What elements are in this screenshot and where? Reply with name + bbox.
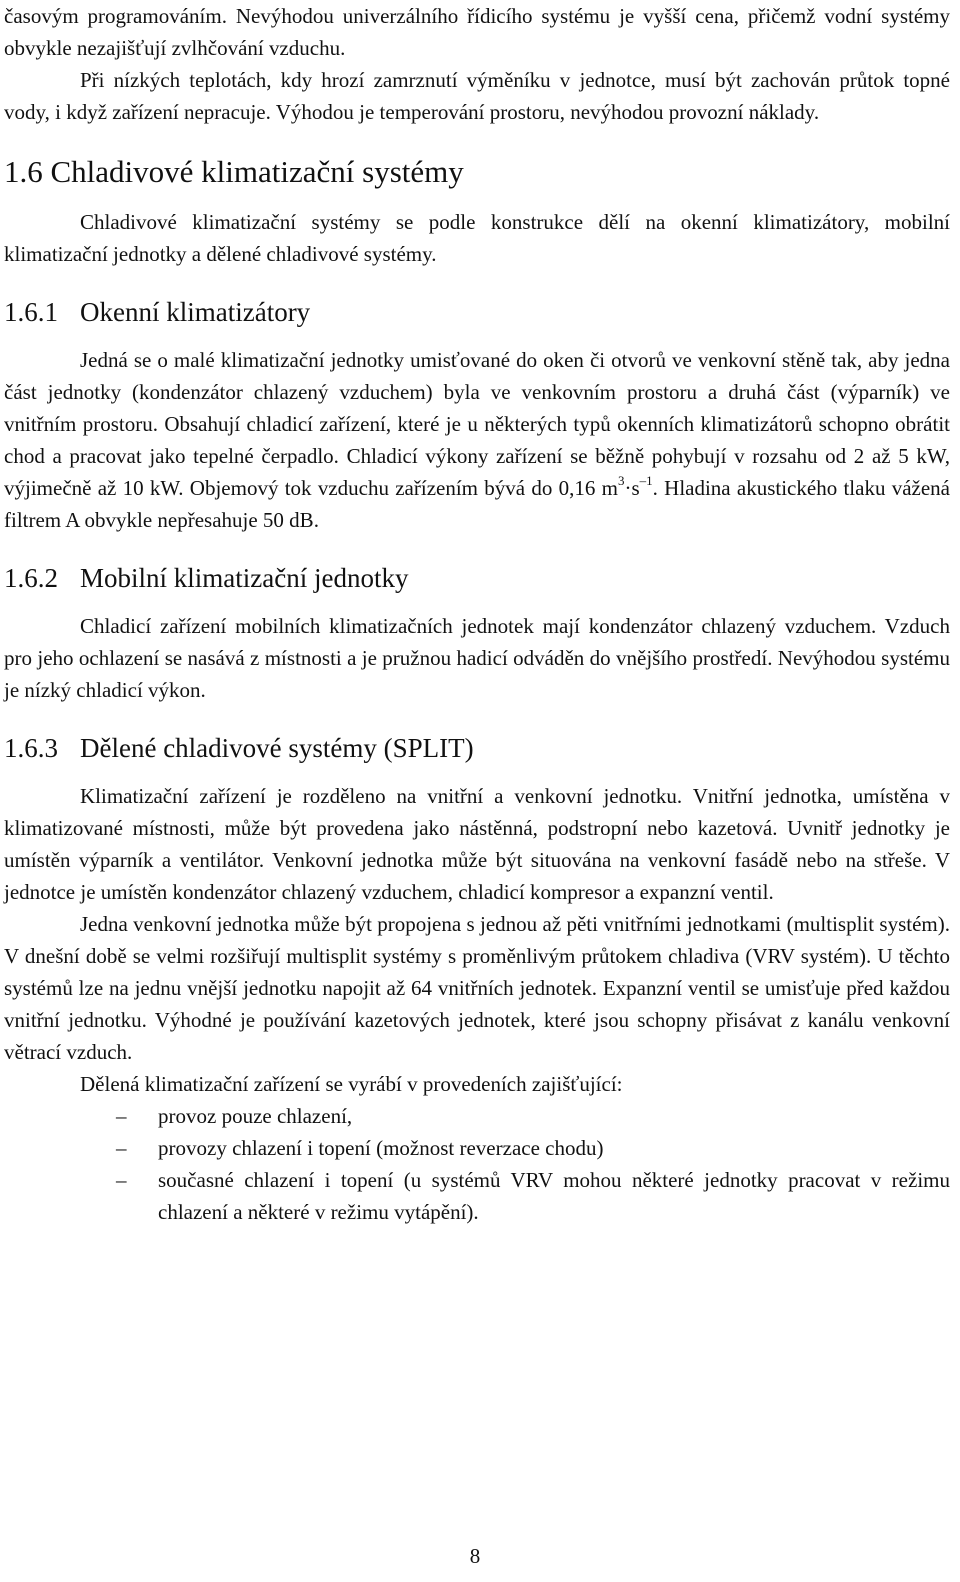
dash-marker: –	[116, 1168, 127, 1192]
paragraph-1-6-2: Chladicí zařízení mobilních klimatizačních jednotek mají kondenzátor chlazený vzduchem. Vzduch pro jeho ochlazení se nasává z místnosti a je pružnou hadicí odváděn do vnějšího prostředí. Nevýhodou systému je nízký chladicí výkon.	[4, 614, 950, 702]
list-item-text: provozy chlazení i topení (možnost reverzace chodu)	[158, 1136, 604, 1160]
heading-title: Okenní klimatizátory	[80, 297, 311, 327]
page-number: 8	[469, 1544, 481, 1568]
list-item	[4, 1132, 950, 1164]
list-item	[4, 1100, 950, 1132]
heading-number: 1.6.3	[4, 733, 58, 763]
paragraph-1-6-3-a: Klimatizační zařízení je rozděleno na vnitřní a venkovní jednotku. Vnitřní jednotka, umístěna v klimatizované místnosti, může být provedena jako nástěnná, podstropní nebo kazetová. Uvnitř jednotky je umístěn výparník a ventilátor. Venkovní jednotka může být situována na venkovní fasádě nebo na střeše. V jednotce je umístěn kondenzátor chlazený vzduchem, chladicí kompresor a expanzní ventil.	[4, 784, 950, 904]
paragraph-intro-2: Při nízkých teplotách, kdy hrozí zamrznutí výměníku v jednotce, musí být zachován průtok topné vody, i když zařízení nepracuje. Výhodou je temperování prostoru, nevýhodou provozní náklady.	[4, 68, 950, 124]
heading-title: Mobilní klimatizační jednotky	[80, 563, 409, 593]
superscript: 3	[617, 473, 625, 488]
heading-number: 1.6.1	[4, 297, 58, 327]
heading-section-1-6: 1.6 Chladivové klimatizační systémy	[4, 154, 464, 189]
paragraph-1-6: Chladivové klimatizační systémy se podle konstrukce dělí na okenní klimatizátory, mobilní klimatizační jednotky a dělené chladivové systémy.	[4, 210, 950, 266]
heading-section-1-6-2	[4, 560, 950, 596]
heading-section-1-6-3	[4, 730, 950, 766]
paragraph-text: ·s	[624, 476, 640, 500]
paragraph-1-6-3-b: Jedna venkovní jednotka může být propojena s jednou až pěti vnitřními jednotkami (multisplit systém). V dnešní době se velmi rozšiřují multisplit systémy s proměnlivým průtokem chladiva (VRV systém). U těchto systémů lze na jednu vnější jednotku napojit až 64 vnitřních jednotek. Expanzní ventil se umisťuje před každou vnitřní jednotku. Výhodné je používání kazetových jednotek, které jsou schopny přisávat z kanálu venkovní větrací vzduch.	[4, 912, 950, 1064]
paragraph-intro-1: časovým programováním. Nevýhodou univerzálního řídicího systému je vyšší cena, přičemž vodní systémy obvykle nezajišťují zvlhčování vzduchu.	[4, 4, 950, 60]
heading-number: 1.6.2	[4, 563, 58, 593]
paragraph-text: . Hladina akustického tlaku vážená filtrem A obvykle nepřesahuje 50 dB.	[4, 476, 950, 532]
heading-title: Dělené chladivové systémy (SPLIT)	[80, 733, 474, 763]
superscript: –1	[639, 473, 653, 488]
heading-section-1-6-1	[4, 294, 950, 330]
paragraph-text: Jedná se o malé klimatizační jednotky umisťované do oken či otvorů ve venkovní stěně tak, aby jedna část jednotky (kondenzátor chlazený vzduchem) byla ve venkovním prostoru a druhá část (výparník) ve vnitřním prostoru. Obsahují chladicí zařízení, které je u některých typů okenních klimatizátorů schopno obrátit chod a pracovat jako tepelné čerpadlo. Chladicí výkony zařízení se běžně pohybují v rozsahu od 2 až 5 kW, výjimečně až 10 kW. Objemový tok vzduchu zařízením bývá do 0,16 m	[4, 348, 950, 500]
list-item	[4, 1164, 950, 1228]
dash-list	[4, 1100, 950, 1228]
paragraph-1-6-3-c: Dělená klimatizační zařízení se vyrábí v provedeních zajišťující:	[80, 1072, 623, 1096]
list-item-text: současné chlazení i topení (u systémů VRV mohou některé jednotky pracovat v režimu chlazení a některé v režimu vytápění).	[158, 1168, 950, 1224]
dash-marker: –	[116, 1136, 127, 1160]
list-item-text: provoz pouze chlazení,	[158, 1104, 353, 1128]
dash-marker: –	[116, 1104, 127, 1128]
paragraph-1-6-1	[4, 344, 950, 536]
document-page	[4, 0, 950, 1228]
